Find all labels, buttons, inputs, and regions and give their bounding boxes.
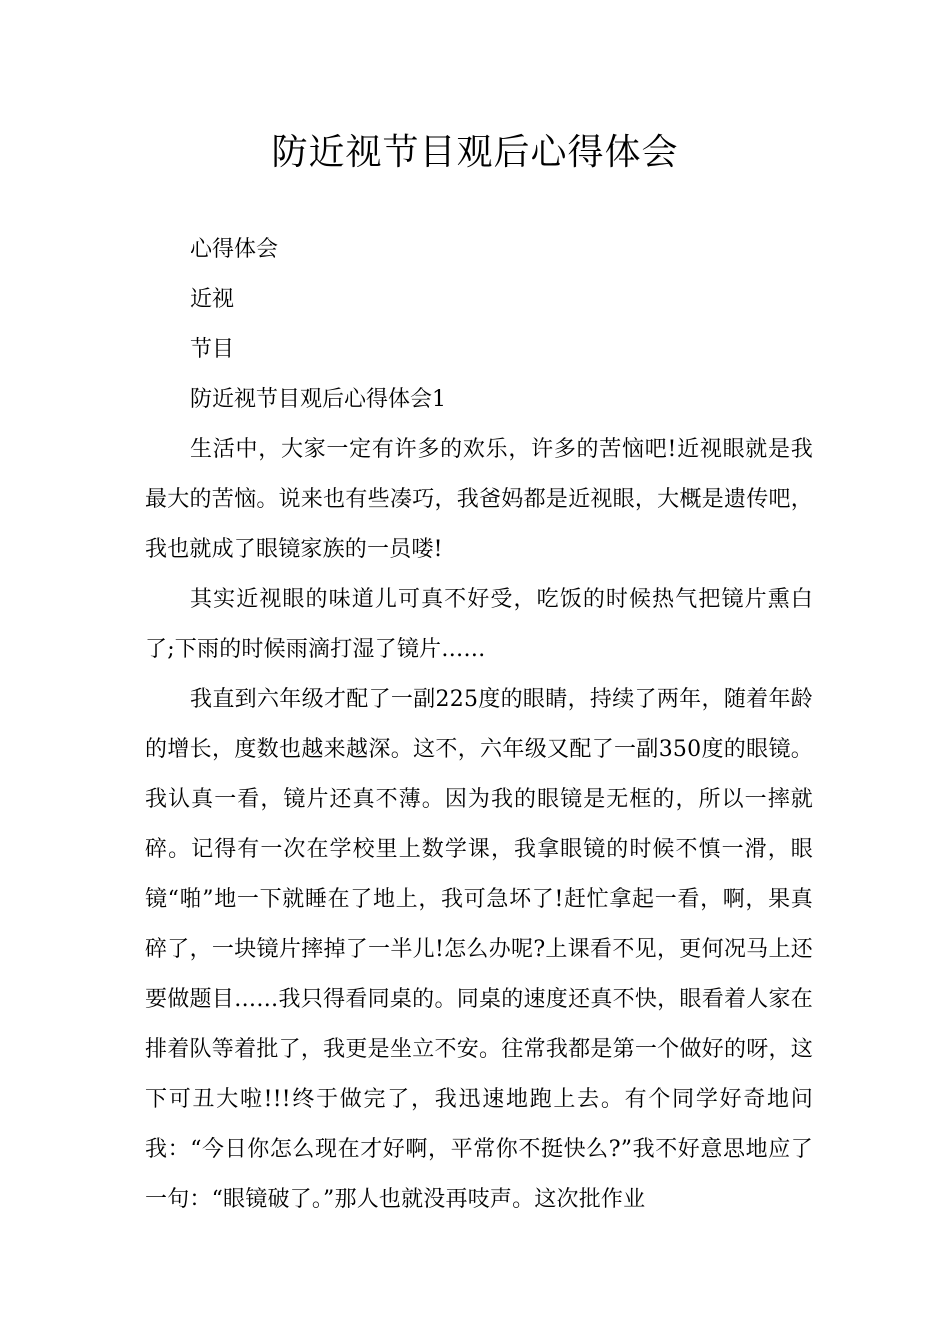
- document-body: [145, 225, 813, 1225]
- keyword-line: 节目: [190, 337, 235, 362]
- keyword-line: 近视: [190, 287, 235, 312]
- section-heading: 防近视节目观后心得体会1: [190, 387, 446, 412]
- paragraph: 其实近视眼的味道儿可真不好受，吃饭的时候热气把镜片熏白了;下雨的时候雨滴打湿了镜片……: [145, 587, 813, 662]
- keyword-line: 心得体会: [190, 237, 279, 262]
- paragraph: 我直到六年级才配了一副225度的眼睛，持续了两年，随着年龄的增长，度数也越来越深。这不，六年级又配了一副350度的眼镜。我认真一看，镜片还真不薄。因为我的眼镜是无框的，所以一摔就碎。记得有一次在学校里上数学课，我拿眼镜的时候不慎一滑，眼镜“啪”地一下就睡在了地上，我可急坏了!赶忙拿起一看，啊，果真碎了，一块镜片摔掉了一半儿!怎么办呢?上课看不见，更何况马上还要做题目……我只得看同桌的。同桌的速度还真不快，眼看着人家在排着队等着批了，我更是坐立不安。往常我都是第一个做好的呀，这下可丑大啦!!!终于做完了，我迅速地跑上去。有个同学好奇地问我：“今日你怎么现在才好啊，平常你不挺快么?”我不好意思地应了一句：“眼镜破了。”那人也就没再吱声。这次批作业: [145, 687, 813, 1212]
- document-title: 防近视节目观后心得体会: [271, 132, 679, 173]
- paragraph: 生活中，大家一定有许多的欢乐，许多的苦恼吧!近视眼就是我最大的苦恼。说来也有些凑巧，我爸妈都是近视眼，大概是遗传吧，我也就成了眼镜家族的一员喽!: [145, 437, 813, 562]
